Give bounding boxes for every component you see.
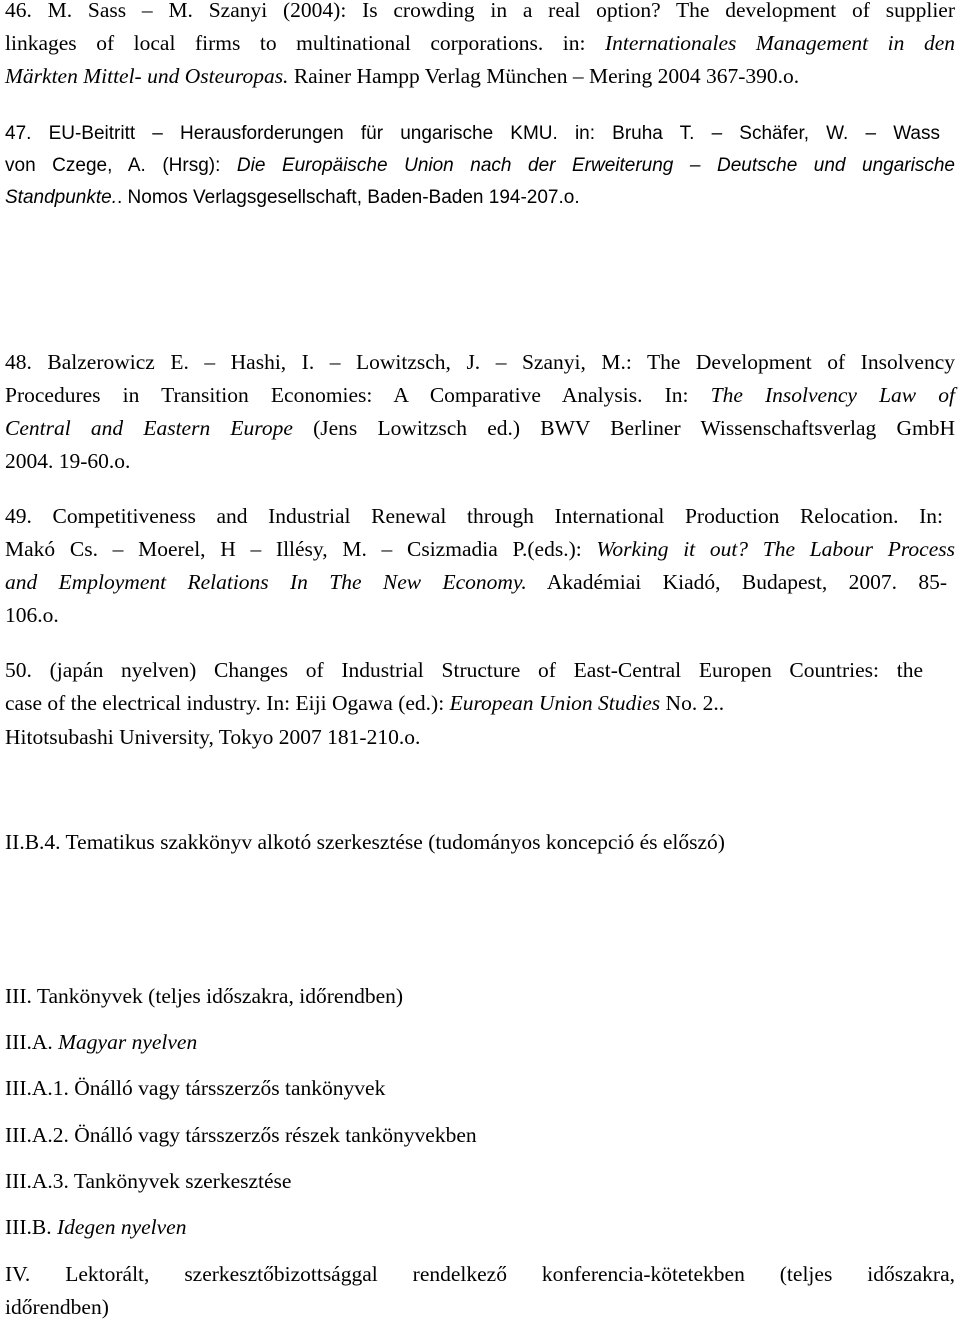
ref-50-series-number: No. 2.. [660, 691, 725, 715]
heading-iiib-number: III.B. [5, 1215, 57, 1239]
ref-46-book-title: Internationales Management in den [604, 31, 955, 55]
ref-49-line-4: 106.o. [5, 603, 59, 627]
heading-iiia2: III.A.2. Önálló vagy társszerzős részek tankönyvekben [5, 1123, 477, 1147]
heading-iii: III. Tankönyvek (teljes időszakra, időrendben) [5, 984, 404, 1008]
heading-iiia1: III.A.1. Önálló vagy társszerzős tankönyvek [5, 1076, 386, 1100]
heading-iib4: II.B.4. Tematikus szakkönyv alkotó szerkesztése (tudományos koncepció és előszó) [5, 830, 725, 854]
ref-49-line-2 [5, 539, 955, 561]
ref-50-text: case of the electrical industry. In: Eiji Ogawa (ed.): [5, 691, 450, 715]
ref-46-line-3 [5, 66, 799, 88]
ref-46-publisher: Rainer Hampp Verlag München – Mering 2004 367-390.o. [288, 64, 800, 88]
ref-49-book-title-cont: and Employment Relations In The New Economy. [5, 570, 527, 594]
ref-49-text: Makó Cs. – Moerel, H – Illésy, M. – Csizmadia P.(eds.): [5, 537, 597, 561]
ref-46-text: linkages of local firms to multinational corporations. in: [5, 31, 605, 55]
ref-46-line-1: 46. M. Sass – M. Szanyi (2004): Is crowding in a real option? The development of supplier [5, 0, 955, 22]
ref-46-line-2 [5, 33, 955, 55]
ref-48-line-4: 2004. 19-60.o. [5, 449, 131, 473]
heading-iiia-title: Magyar nyelven [58, 1030, 198, 1054]
ref-49-book-title: Working it out? The Labour Process [596, 537, 955, 561]
heading-iiia [5, 1032, 197, 1054]
ref-50-line-3: Hitotsubashi University, Tokyo 2007 181-210.o. [5, 725, 421, 749]
ref-48-book-title: The Insolvency Law of [710, 383, 955, 407]
ref-47-text: von Czege, A. (Hrsg): [5, 155, 237, 176]
ref-47-line-2 [5, 156, 955, 175]
ref-47-line-1: 47. EU-Beitritt – Herausforderungen für ungarische KMU. in: Bruha T. – Schäfer, W. – Wass [5, 123, 940, 144]
heading-iv-line-1: IV. Lektorált, szerkesztőbizottsággal rendelkező konferencia-kötetekben (teljes időszakra, [5, 1262, 955, 1286]
ref-46-book-title-cont: Märkten Mittel- und Osteuropas. [5, 64, 289, 88]
heading-iiia3: III.A.3. Tankönyvek szerkesztése [5, 1169, 292, 1193]
heading-iv-line-2: időrendben) [5, 1295, 109, 1319]
ref-49-line-1: 49. Competitiveness and Industrial Renewal through International Production Relocation. In: [5, 504, 943, 528]
ref-50-line-2 [5, 693, 724, 715]
ref-48-book-title-cont: Central and Eastern Europe [5, 416, 293, 440]
ref-48-line-2 [5, 385, 955, 407]
ref-50-series-title: European Union Studies [449, 691, 661, 715]
ref-48-line-3 [5, 418, 955, 440]
ref-47-book-title-cont: Standpunkte. [5, 187, 117, 208]
ref-47-line-3 [5, 188, 580, 207]
ref-49-publisher: Akadémiai Kiadó, Budapest, 2007. 85- [526, 570, 948, 594]
ref-47-publisher: . Nomos Verlagsgesellschaft, Baden-Baden 194-207.o. [116, 187, 580, 208]
heading-iiia-number: III.A. [5, 1030, 59, 1054]
ref-48-text: Procedures in Transition Economies: A Comparative Analysis. In: [5, 383, 711, 407]
ref-49-line-3 [5, 572, 947, 594]
ref-47-book-title: Die Europäische Union nach der Erweiterung – Deutsche und ungarische [236, 155, 955, 176]
ref-48-line-1: 48. Balzerowicz E. – Hashi, I. – Lowitzsch, J. – Szanyi, M.: The Development of Insolvency [5, 350, 955, 374]
heading-iiib [5, 1217, 186, 1239]
ref-50-line-1: 50. (japán nyelven) Changes of Industrial Structure of East-Central Europen Countries: the [5, 658, 923, 682]
ref-48-publisher: (Jens Lowitzsch ed.) BWV Berliner Wissenschaftsverlag GmbH [292, 416, 956, 440]
heading-iiib-title: Idegen nyelven [56, 1215, 187, 1239]
